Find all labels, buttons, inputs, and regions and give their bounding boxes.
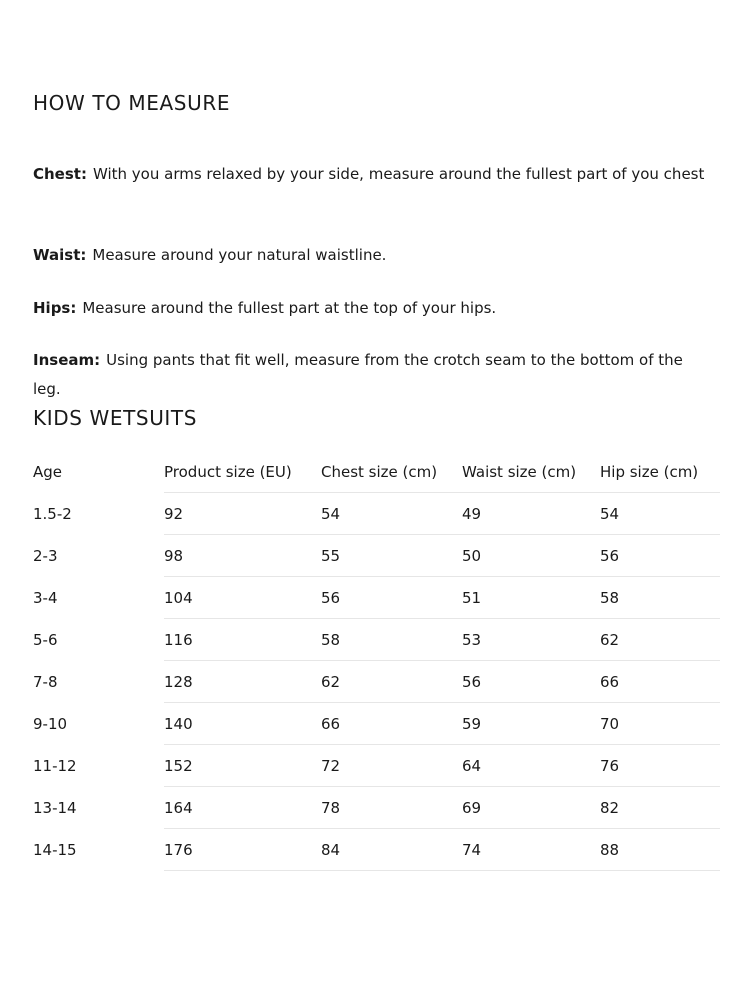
cell-chest-size: 66 [321,703,462,745]
cell-waist-size: 59 [462,703,600,745]
cell-hip-size: 82 [600,787,720,829]
cell-hip-size: 76 [600,745,720,787]
waist-term: Waist: [33,246,87,264]
cell-chest-size: 58 [321,619,462,661]
hips-instruction [33,294,705,323]
cell-hip-size: 88 [600,829,720,871]
table-row [33,535,720,577]
cell-chest-size: 72 [321,745,462,787]
cell-product-size: 104 [164,577,321,619]
cell-age: 7-8 [33,672,58,691]
cell-chest-size: 84 [321,829,462,871]
cell-product-size: 98 [164,535,321,577]
waist-instruction [33,241,705,270]
cell-age: 1.5-2 [33,504,72,523]
cell-waist-size: 53 [462,619,600,661]
cell-age: 14-15 [33,840,77,859]
table-row [33,493,720,535]
kids-size-table [33,451,720,871]
table-row [33,619,720,661]
inseam-text: Using pants that fit well, measure from the crotch seam to the bottom of the leg. [33,351,683,398]
cell-waist-size: 50 [462,535,600,577]
table-row [33,829,720,871]
cell-waist-size: 64 [462,745,600,787]
cell-waist-size: 51 [462,577,600,619]
cell-product-size: 92 [164,493,321,535]
cell-waist-size: 49 [462,493,600,535]
cell-hip-size: 66 [600,661,720,703]
cell-waist-size: 69 [462,787,600,829]
cell-chest-size: 62 [321,661,462,703]
inseam-term: Inseam: [33,351,101,369]
cell-product-size: 128 [164,661,321,703]
waist-text: Measure around your natural waistline. [92,246,387,264]
cell-chest-size: 56 [321,577,462,619]
header-hip-size: Hip size (cm) [600,451,720,493]
chest-term: Chest: [33,165,87,183]
header-waist-size: Waist size (cm) [462,451,600,493]
hips-term: Hips: [33,299,77,317]
cell-hip-size: 58 [600,577,720,619]
how-to-measure-heading: HOW TO MEASURE [33,91,231,115]
cell-waist-size: 74 [462,829,600,871]
cell-hip-size: 70 [600,703,720,745]
inseam-instruction [33,346,705,404]
table-row [33,745,720,787]
cell-age: 13-14 [33,798,77,817]
table-row [33,703,720,745]
cell-waist-size: 56 [462,661,600,703]
chest-instruction [33,160,705,189]
cell-age: 5-6 [33,630,58,649]
header-age: Age [33,462,63,481]
cell-hip-size: 62 [600,619,720,661]
header-chest-size: Chest size (cm) [321,451,462,493]
cell-hip-size: 54 [600,493,720,535]
cell-age: 11-12 [33,756,77,775]
cell-chest-size: 54 [321,493,462,535]
cell-age: 3-4 [33,588,58,607]
table-header-row [33,451,720,493]
cell-chest-size: 55 [321,535,462,577]
hips-text: Measure around the fullest part at the top of your hips. [82,299,497,317]
table-row [33,787,720,829]
header-product-size: Product size (EU) [164,451,321,493]
cell-product-size: 164 [164,787,321,829]
cell-age: 9-10 [33,714,68,733]
cell-hip-size: 56 [600,535,720,577]
chest-text: With you arms relaxed by your side, measure around the fullest part of you chest [92,165,705,183]
cell-product-size: 152 [164,745,321,787]
cell-product-size: 140 [164,703,321,745]
cell-age: 2-3 [33,546,58,565]
kids-wetsuits-heading: KIDS WETSUITS [33,406,198,430]
cell-product-size: 116 [164,619,321,661]
cell-chest-size: 78 [321,787,462,829]
table-row [33,661,720,703]
table-row [33,577,720,619]
cell-product-size: 176 [164,829,321,871]
